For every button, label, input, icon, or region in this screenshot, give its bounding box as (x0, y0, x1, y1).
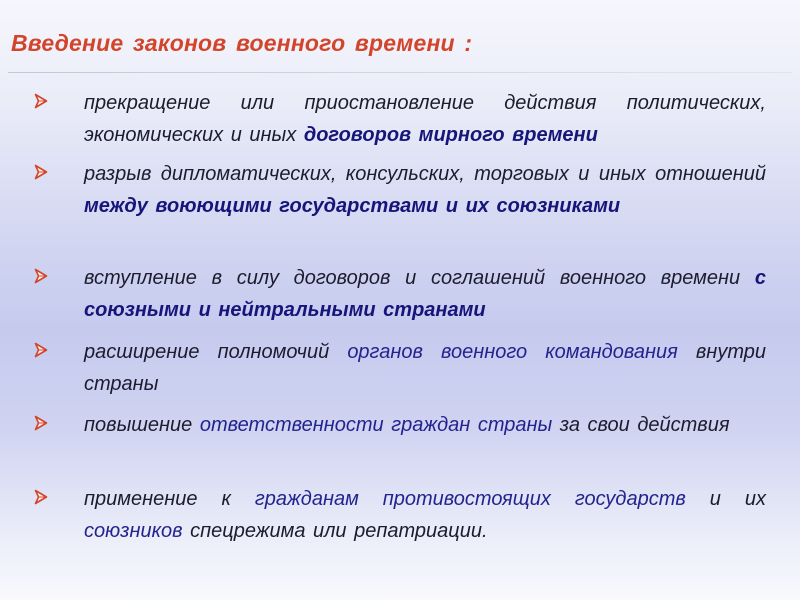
bullet-text-segment: прекращение или приостановление действия политических, экономических и иных (84, 92, 766, 146)
slide-title: Введение законов военного времени : (11, 30, 473, 56)
bullet-text-segment: внутри страны (84, 341, 766, 395)
bullet-text-segment: и их (685, 488, 767, 510)
bullet-text-segment: повышение (84, 414, 200, 436)
bullet-text (84, 87, 766, 151)
highlighted-phrase: органов военного командования (347, 341, 678, 363)
bullet-text (84, 262, 766, 326)
bullet-text (84, 336, 766, 400)
bullet-text (84, 158, 766, 222)
highlighted-phrase: между воюющими государствами и их союзниками (84, 195, 621, 217)
red-outline-arrow-icon (34, 164, 48, 180)
bullet-text-segment: расширение полномочий (84, 341, 348, 363)
highlighted-phrase: договоров мирного времени (303, 124, 598, 146)
red-outline-arrow-icon (34, 489, 48, 505)
bullet-text-segment: вступление в силу договоров и соглашений военного времени (84, 267, 755, 289)
highlighted-phrase: союзников (84, 520, 183, 542)
highlighted-phrase: с союзными и нейтральными странами (84, 267, 766, 321)
bullet-text-segment: применение к (84, 488, 255, 510)
title-divider (8, 72, 792, 73)
highlighted-phrase: ответственности граждан страны (199, 414, 553, 436)
bullet-text (84, 483, 766, 547)
red-outline-arrow-icon (34, 93, 48, 109)
red-outline-arrow-icon (34, 415, 48, 431)
bullet-text (84, 409, 766, 441)
bullet-text-segment: за свои действия (552, 414, 730, 436)
red-outline-arrow-icon (34, 268, 48, 284)
highlighted-phrase: гражданам противостоящих государств (254, 488, 686, 510)
red-outline-arrow-icon (34, 342, 48, 358)
bullet-text-segment: спецрежима или репатриации. (182, 520, 488, 542)
bullet-text-segment: разрыв дипломатических, консульских, торговых и иных отношений (84, 163, 766, 185)
